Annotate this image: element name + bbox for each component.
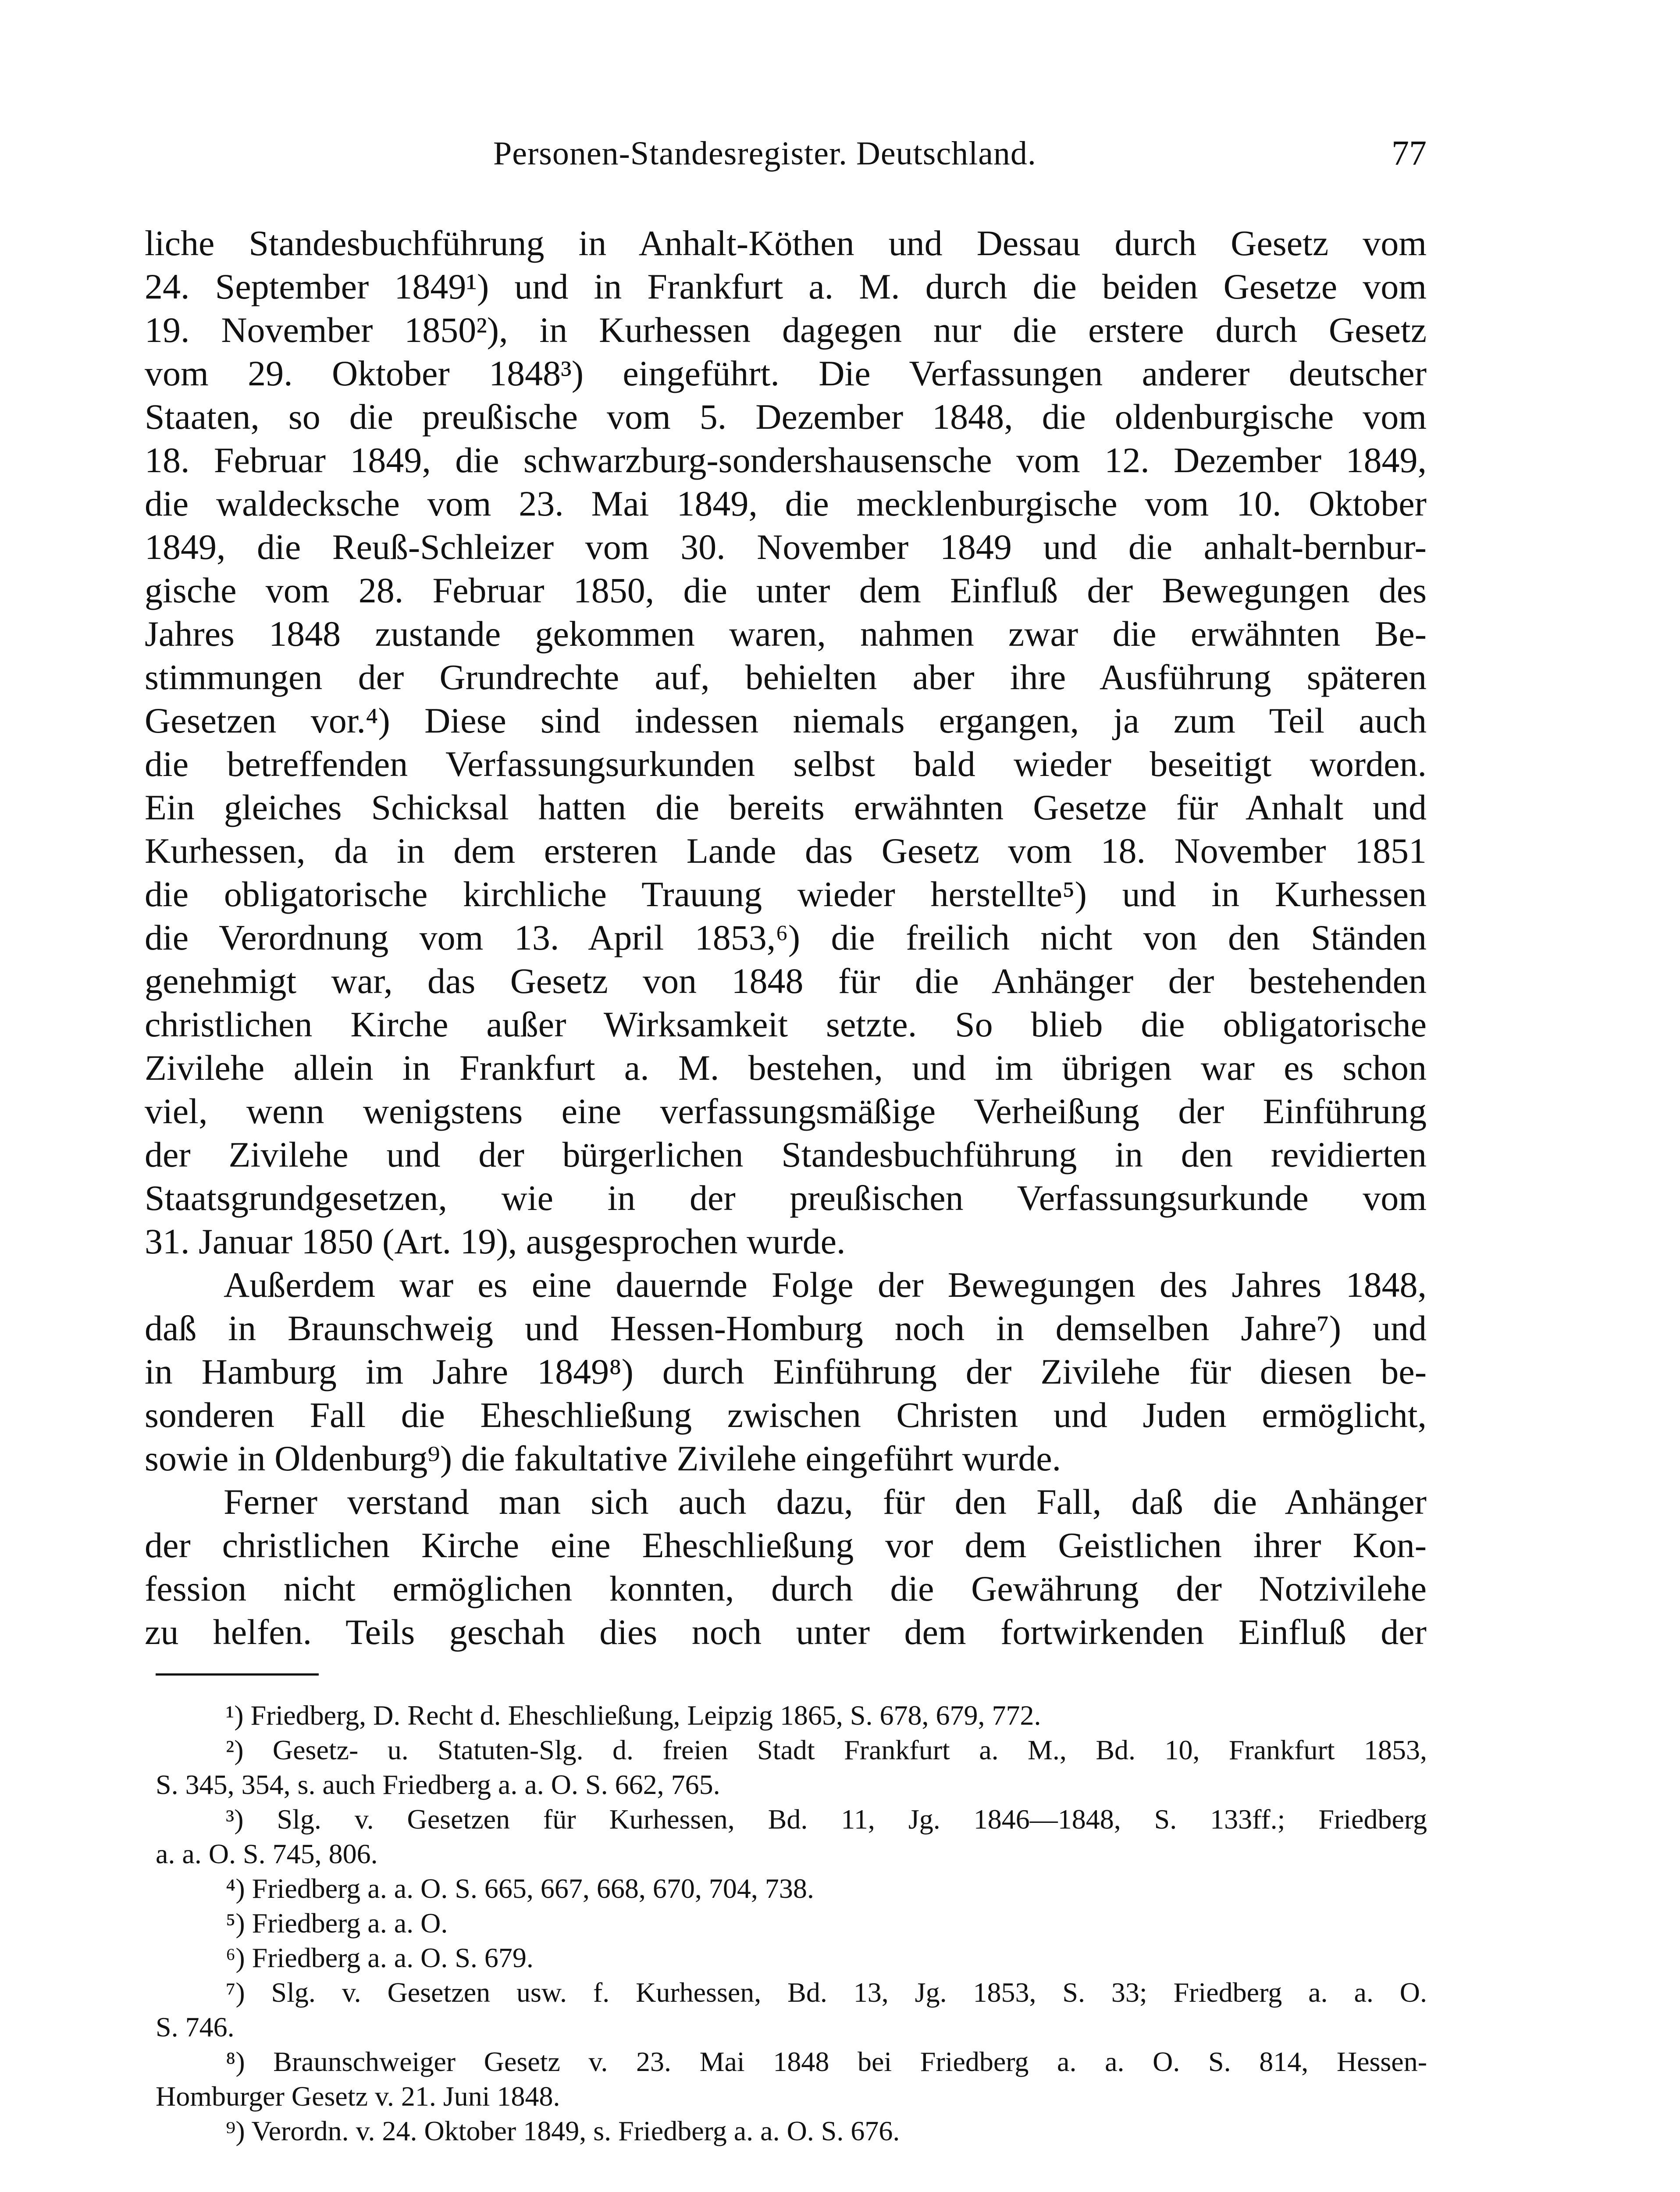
text-line: Ferner verstand man sich auch dazu, für den Fall, daß die Anhänger [224,1482,1427,1522]
footnote-line: ⁵) Friedberg a. a. O. [226,1907,448,1939]
text-line: 31. Januar 1850 (Art. 19), ausgesprochen wurde. [145,1221,846,1261]
text-line: Kurhessen, da in dem ersteren Lande das Gesetz vom 18. November 1851 [145,831,1427,871]
text-line: sowie in Oldenburg⁹) die fakultative Zivilehe eingeführt wurde. [145,1438,1061,1478]
text-line: Jahres 1848 zustande gekommen waren, nahmen zwar die erwähnten Be- [145,614,1427,654]
text-line: Zivilehe allein in Frankfurt a. M. bestehen, und im übrigen war es schon [145,1048,1427,1088]
text-line: 1849, die Reuß-Schleizer vom 30. November 1849 und die anhalt-bernbur- [145,527,1427,567]
footnote-line: ¹) Friedberg, D. Recht d. Eheschließung, Leipzig 1865, S. 678, 679, 772. [226,1700,1041,1731]
text-line: die betreffenden Verfassungsurkunden selbst bald wieder beseitigt worden. [145,744,1427,784]
text-line: in Hamburg im Jahre 1849⁸) durch Einführung der Zivilehe für diesen be- [145,1352,1427,1391]
text-line: fession nicht ermöglichen konnten, durch die Gewährung der Notzivilehe [145,1569,1427,1608]
text-line: Staaten, so die preußische vom 5. Dezember 1848, die oldenburgische vom [145,397,1427,437]
footnote-line: ⁷) Slg. v. Gesetzen usw. f. Kurhessen, Bd. 13, Jg. 1853, S. 33; Friedberg a. a. O. [226,1977,1427,2008]
footnote-line: ⁶) Friedberg a. a. O. S. 679. [226,1942,534,1973]
text-line: Ein gleiches Schicksal hatten die bereits erwähnten Gesetze für Anhalt und [145,787,1427,827]
text-line: der christlichen Kirche eine Eheschließung vor dem Geistlichen ihrer Kon- [145,1525,1427,1565]
footnote-line: a. a. O. S. 745, 806. [156,1838,378,1869]
text-line: liche Standesbuchführung in Anhalt-Köthen und Dessau durch Gesetz vom [145,223,1427,263]
text-line: gische vom 28. Februar 1850, die unter dem Einfluß der Bewegungen des [145,570,1427,610]
footnote-line: Homburger Gesetz v. 21. Juni 1848. [156,2081,560,2112]
text-line: Staatsgrundgesetzen, wie in der preußischen Verfassungsurkunde vom [145,1178,1427,1218]
text-line: die waldecksche vom 23. Mai 1849, die mecklenburgische vom 10. Oktober [145,484,1427,523]
text-line: viel, wenn wenigstens eine verfassungsmäßige Verheißung der Einführung [145,1091,1427,1131]
text-line: vom 29. Oktober 1848³) eingeführt. Die Verfassungen anderer deutscher [145,353,1427,393]
footnote-line: S. 345, 354, s. auch Friedberg a. a. O. S. 662, 765. [156,1769,720,1800]
page-number: 77 [1392,134,1427,173]
footnote-line: ⁹) Verordn. v. 24. Oktober 1849, s. Friedberg a. a. O. S. 676. [226,2115,900,2146]
text-line: stimmungen der Grundrechte auf, behielten aber ihre Ausführung späteren [145,657,1427,697]
text-line: 18. Februar 1849, die schwarzburg-sondershausensche vom 12. Dezember 1849, [145,440,1427,480]
text-line: christlichen Kirche außer Wirksamkeit setzte. So blieb die obligatorische [145,1004,1427,1044]
footnote-line: ³) Slg. v. Gesetzen für Kurhessen, Bd. 11, Jg. 1846—1848, S. 133ff.; Friedberg [226,1804,1427,1835]
text-line: daß in Braunschweig und Hessen-Homburg noch in demselben Jahre⁷) und [145,1308,1427,1348]
text-line: der Zivilehe und der bürgerlichen Standesbuchführung in den revidierten [145,1135,1427,1174]
running-title: Personen-Standesregister. Deutschland. [493,135,1036,172]
text-line: sonderen Fall die Eheschließung zwischen Christen und Juden ermöglicht, [145,1395,1427,1435]
body-text [145,221,1427,1654]
text-line: 19. November 1850²), in Kurhessen dagegen nur die erstere durch Gesetz [145,310,1427,350]
footnote-line: ⁸) Braunschweiger Gesetz v. 23. Mai 1848 bei Friedberg a. a. O. S. 814, Hessen- [226,2046,1427,2077]
footnote-line: ⁴) Friedberg a. a. O. S. 665, 667, 668, 670, 704, 738. [226,1873,814,1904]
text-line: die Verordnung vom 13. April 1853,⁶) die freilich nicht von den Ständen [145,918,1427,957]
footnote-line: S. 746. [156,2011,235,2043]
text-line: 24. September 1849¹) und in Frankfurt a. M. durch die beiden Gesetze vom [145,267,1427,306]
footnote-divider [156,1673,319,1676]
text-line: genehmigt war, das Gesetz von 1848 für die Anhänger der bestehenden [145,961,1427,1001]
text-line: Gesetzen vor.⁴) Diese sind indessen niemals ergangen, ja zum Teil auch [145,701,1427,740]
text-line: die obligatorische kirchliche Trauung wieder herstellte⁵) und in Kurhessen [145,874,1427,914]
footnote-line: ²) Gesetz- u. Statuten-Slg. d. freien Stadt Frankfurt a. M., Bd. 10, Frankfurt 1853, [226,1734,1427,1765]
text-line: zu helfen. Teils geschah dies noch unter dem fortwirkenden Einfluß der [145,1612,1427,1652]
text-line: Außerdem war es eine dauernde Folge der Bewegungen des Jahres 1848, [224,1265,1427,1305]
page-header [145,132,1427,175]
footnotes [156,1698,1427,2166]
